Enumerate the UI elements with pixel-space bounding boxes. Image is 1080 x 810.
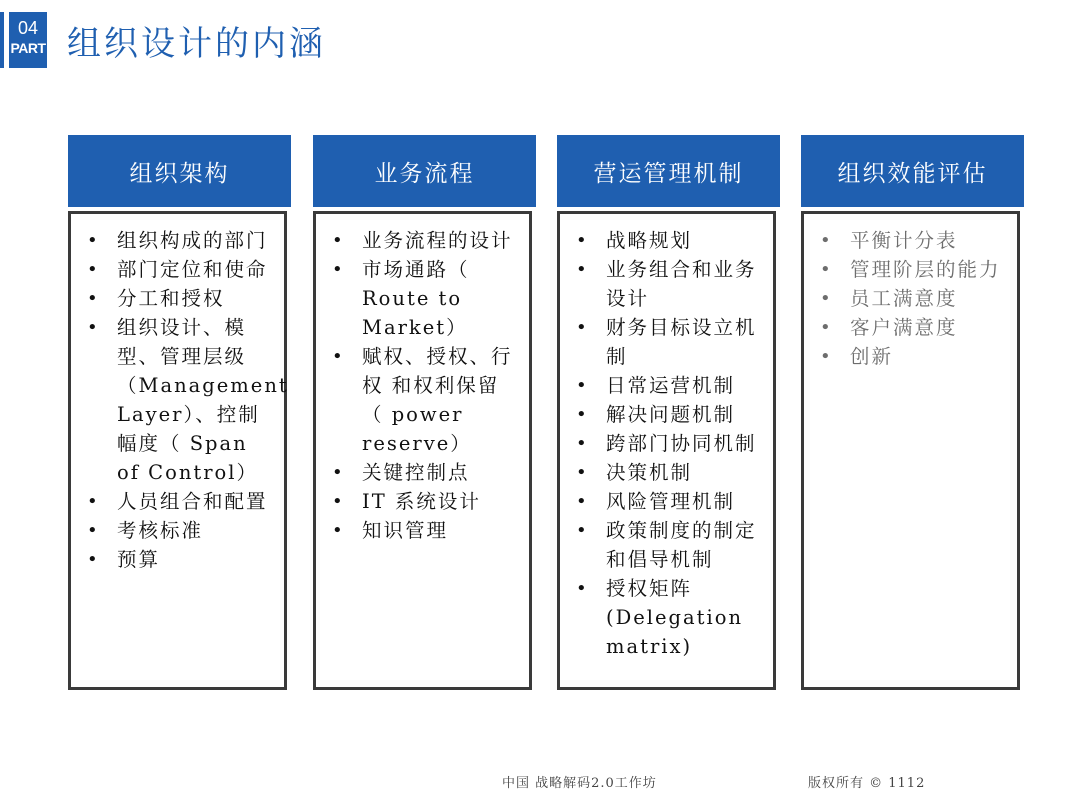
- list-item: [326, 516, 519, 545]
- list-item: [814, 226, 1007, 255]
- list-item-text: 客户满意度: [850, 316, 958, 339]
- list-item-text: 风险管理机制: [606, 490, 736, 513]
- list-item: [326, 342, 519, 458]
- bullet-icon: •: [332, 259, 345, 280]
- column-header-business-process: 业务流程: [313, 135, 536, 207]
- list-item: [81, 545, 274, 574]
- footer-copyright: 版权所有 © 1112: [808, 776, 926, 791]
- bullet-icon: •: [87, 288, 100, 309]
- list-item-text: IT 系统设计: [362, 490, 481, 513]
- list-item: [570, 574, 763, 661]
- list-item: [326, 255, 519, 342]
- bullet-icon: •: [576, 317, 589, 338]
- bullet-icon: •: [576, 259, 589, 280]
- list-item: [81, 313, 289, 487]
- bullet-icon: •: [87, 317, 100, 338]
- bullet-icon: •: [576, 520, 589, 541]
- list-item: [81, 516, 274, 545]
- list-item-text: 市场通路（ Route to Market）: [362, 258, 470, 339]
- item-list: [560, 214, 773, 661]
- column-box-org-structure: [68, 211, 287, 690]
- bullet-icon: •: [820, 346, 833, 367]
- list-item: [81, 487, 274, 516]
- bullet-icon: •: [576, 404, 589, 425]
- bullet-icon: •: [576, 462, 589, 483]
- part-badge: [9, 12, 47, 68]
- list-item-text: 管理阶层的能力: [850, 258, 1001, 281]
- bullet-icon: •: [332, 346, 345, 367]
- list-item: [570, 516, 763, 574]
- list-item-text: 预算: [117, 548, 161, 571]
- bullet-icon: •: [87, 259, 100, 280]
- bullet-icon: •: [332, 462, 345, 483]
- list-item-text: 业务流程的设计: [362, 229, 513, 252]
- bullet-icon: •: [820, 230, 833, 251]
- list-item-text: 组织构成的部门: [117, 229, 268, 252]
- list-item-text: 战略规划: [606, 229, 693, 252]
- bullet-icon: •: [87, 549, 100, 570]
- column-box-operations-mechanism: [557, 211, 776, 690]
- bullet-icon: •: [820, 288, 833, 309]
- list-item: [814, 313, 1007, 342]
- list-item: [326, 226, 519, 255]
- list-item-text: 组织设计、模型、管理层级（Management Layer）、控制幅度（ Span of Control）: [117, 316, 289, 484]
- list-item: [81, 255, 274, 284]
- list-item: [570, 255, 763, 313]
- bullet-icon: •: [332, 520, 345, 541]
- bullet-icon: •: [576, 375, 589, 396]
- list-item: [814, 342, 1007, 371]
- list-item-text: 解决问题机制: [606, 403, 736, 426]
- bullet-icon: •: [332, 491, 345, 512]
- list-item-text: 创新: [850, 345, 894, 368]
- list-item: [570, 226, 763, 255]
- bullet-icon: •: [87, 520, 100, 541]
- list-item: [326, 487, 519, 516]
- part-number: 04: [17, 18, 39, 38]
- list-item-text: 人员组合和配置: [117, 490, 268, 513]
- column-header-operations-mechanism: 营运管理机制: [557, 135, 780, 207]
- list-item-text: 财务目标设立机制: [606, 316, 757, 368]
- bullet-icon: •: [332, 230, 345, 251]
- bullet-icon: •: [576, 433, 589, 454]
- bullet-icon: •: [820, 317, 833, 338]
- column-box-business-process: [313, 211, 532, 690]
- bullet-icon: •: [576, 491, 589, 512]
- bullet-icon: •: [576, 230, 589, 251]
- list-item-text: 分工和授权: [117, 287, 225, 310]
- list-item: [81, 226, 274, 255]
- list-item: [570, 458, 763, 487]
- list-item-text: 员工满意度: [850, 287, 958, 310]
- item-list: [316, 214, 529, 545]
- list-item-text: 赋权、授权、行权 和权利保留 （ power reserve）: [362, 345, 513, 455]
- list-item-text: 授权矩阵 (Delegation matrix): [606, 577, 744, 658]
- column-header-org-effectiveness: 组织效能评估: [801, 135, 1024, 207]
- list-item: [570, 371, 763, 400]
- bullet-icon: •: [576, 578, 589, 599]
- item-list: [71, 214, 289, 574]
- list-item-text: 平衡计分表: [850, 229, 958, 252]
- list-item: [814, 284, 1007, 313]
- column-header-org-structure: 组织架构: [68, 135, 291, 207]
- list-item-text: 关键控制点: [362, 461, 470, 484]
- list-item: [814, 255, 1007, 284]
- list-item-text: 跨部门协同机制: [606, 432, 757, 455]
- list-item-text: 部门定位和使命: [117, 258, 268, 281]
- list-item-text: 决策机制: [606, 461, 693, 484]
- list-item: [570, 400, 763, 429]
- footer-left-text: 中国 战略解码2.0工作坊: [502, 776, 657, 791]
- bullet-icon: •: [87, 230, 100, 251]
- part-label: PART: [10, 40, 46, 56]
- left-accent-bar: [0, 12, 4, 68]
- list-item: [326, 458, 519, 487]
- list-item-text: 日常运营机制: [606, 374, 736, 397]
- list-item: [570, 313, 763, 371]
- list-item-text: 业务组合和业务设计: [606, 258, 757, 310]
- item-list: [804, 214, 1017, 371]
- list-item-text: 政策制度的制定和倡导机制: [606, 519, 757, 571]
- list-item-text: 考核标准: [117, 519, 204, 542]
- list-item-text: 知识管理: [362, 519, 449, 542]
- page-title: 组织设计的内涵: [67, 24, 326, 64]
- column-box-org-effectiveness: [801, 211, 1020, 690]
- bullet-icon: •: [87, 491, 100, 512]
- list-item: [570, 429, 763, 458]
- bullet-icon: •: [820, 259, 833, 280]
- list-item: [81, 284, 274, 313]
- list-item: [570, 487, 763, 516]
